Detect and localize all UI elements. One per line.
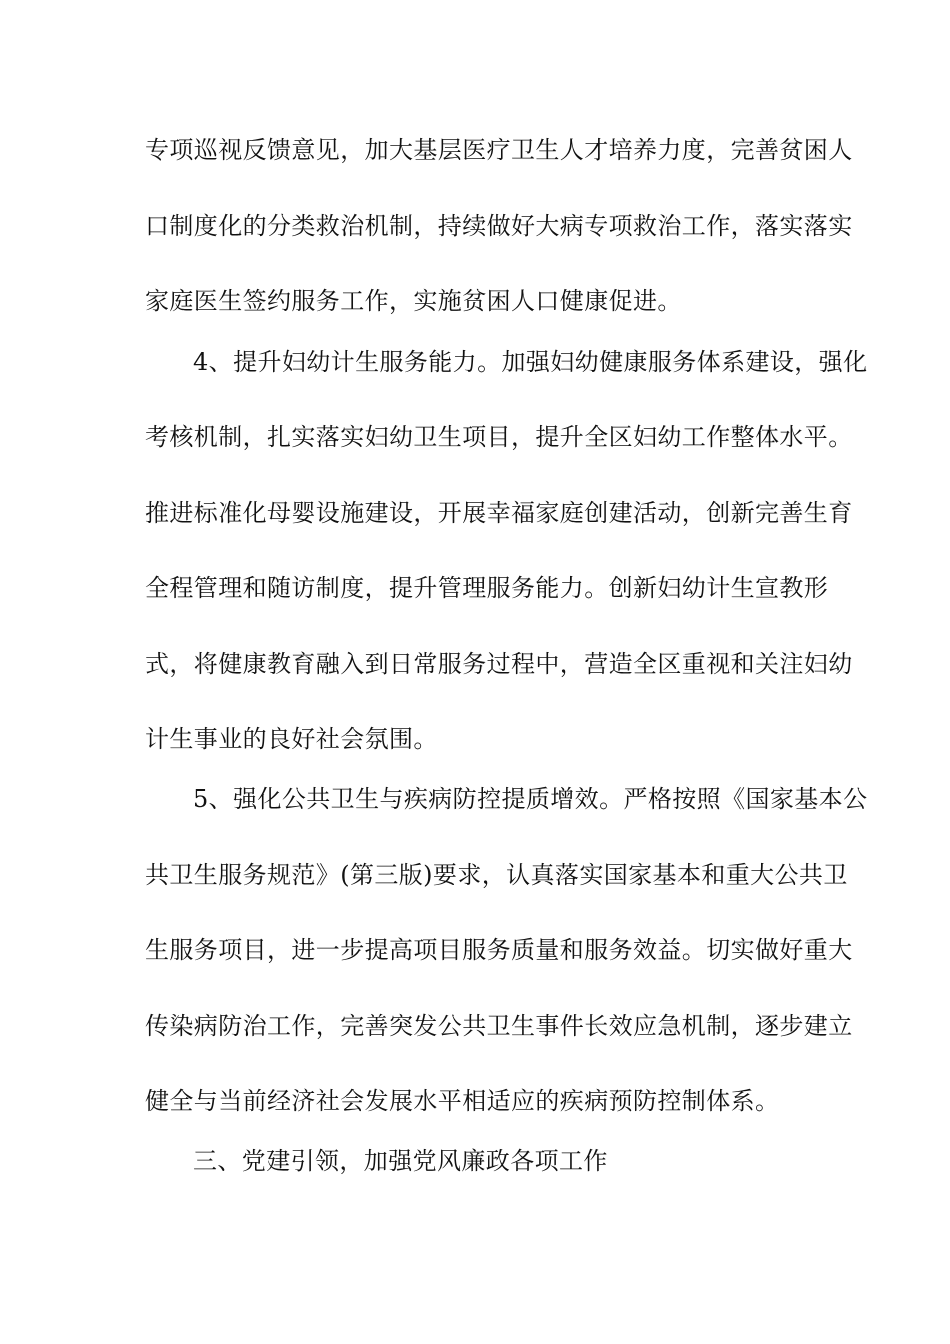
paragraph-4-first-line: 4、提升妇幼计生服务能力。加强妇幼健康服务体系建设，强化 (193, 348, 868, 376)
text-line: 家庭医生签约服务工作，实施贫困人口健康促进。 (145, 287, 682, 315)
text-line: 共卫生服务规范》(第三版)要求，认真落实国家基本和重大公共卫 (145, 861, 848, 889)
section-heading: 三、党建引领，加强党风廉政各项工作 (193, 1147, 608, 1175)
text-line: 专项巡视反馈意见，加大基层医疗卫生人才培养力度，完善贫困人 (145, 136, 853, 164)
text-line: 全程管理和随访制度，提升管理服务能力。创新妇幼计生宣教形 (145, 574, 829, 602)
text-line: 传染病防治工作，完善突发公共卫生事件长效应急机制，逐步建立 (145, 1012, 853, 1040)
text-line: 健全与当前经济社会发展水平相适应的疾病预防控制体系。 (145, 1087, 780, 1115)
text-line: 口制度化的分类救治机制，持续做好大病专项救治工作，落实落实 (145, 212, 853, 240)
text-line: 计生事业的良好社会氛围。 (145, 725, 438, 753)
text-line: 推进标准化母婴设施建设，开展幸福家庭创建活动，创新完善生育 (145, 499, 853, 527)
text-line: 式，将健康教育融入到日常服务过程中，营造全区重视和关注妇幼 (145, 650, 853, 678)
paragraph-5-first-line: 5、强化公共卫生与疾病防控提质增效。严格按照《国家基本公 (193, 785, 868, 813)
text-line: 考核机制，扎实落实妇幼卫生项目，提升全区妇幼工作整体水平。 (145, 423, 853, 451)
text-line: 生服务项目，进一步提高项目服务质量和服务效益。切实做好重大 (145, 936, 853, 964)
